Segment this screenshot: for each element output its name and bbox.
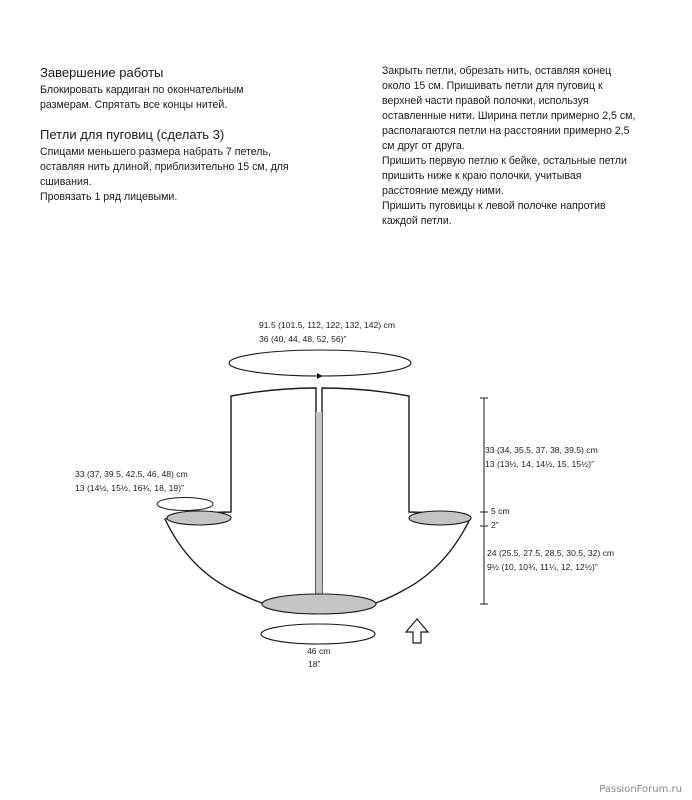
- finishing-line: размерам. Спрятать все концы нитей.: [40, 99, 228, 111]
- top-width-in: 36 (40, 44, 48, 52, 56)”: [259, 334, 347, 344]
- left-cuff: [167, 511, 231, 525]
- buttonhole-line: Провязать 1 ряд лицевыми.: [40, 191, 178, 203]
- finishing-heading: Завершение работы: [40, 65, 164, 80]
- right-front-outline: [322, 388, 470, 604]
- lower-length-in: 9½ (10, 10¾, 11¼, 12, 12½)”: [487, 562, 598, 572]
- center-back-strip: [316, 412, 322, 596]
- bottom-width-cm: 46 cm: [307, 646, 331, 656]
- sleeve-width-ellipse: [157, 498, 213, 511]
- instruction-line: около 15 см. Пришивать петли для пуговиц к: [382, 80, 603, 92]
- left-front-outline: [165, 388, 316, 604]
- lower-length-cm: 24 (25.5, 27.5, 28.5, 30.5, 32) cm: [487, 548, 615, 558]
- knitting-direction-arrow-icon: [406, 619, 428, 643]
- bottom-width-ellipse: [261, 624, 375, 644]
- instruction-line: Пришить первую петлю к бейке, остальные петли: [382, 155, 627, 167]
- right-cuff: [409, 511, 471, 525]
- instruction-line: Пришить пуговицы к левой полочке напротив: [382, 200, 606, 212]
- buttonhole-line: оставляя нить длиной, приблизительно 15 см, для: [40, 161, 289, 173]
- instruction-line: оставленные нити. Ширина петли примерно 2,5 см,: [382, 110, 636, 122]
- sleeve-width-cm: 33 (37, 39.5, 42.5, 46, 48) cm: [75, 469, 188, 479]
- bottom-width-in: 18”: [308, 659, 321, 669]
- sleeve-width-in: 13 (14½, 15½, 16¾, 18, 19)”: [75, 483, 184, 493]
- upper-length-in: 13 (13½, 14, 14½, 15, 15½)”: [485, 459, 594, 469]
- buttonhole-line: сшивания.: [40, 176, 92, 188]
- bottom-rib: [262, 594, 376, 614]
- cuff-length-in: 2”: [491, 520, 499, 530]
- top-width-ellipse: [229, 350, 411, 376]
- upper-length-cm: 33 (34, 35.5, 37, 38, 39.5) cm: [485, 445, 598, 455]
- instruction-line: располагаются петли на расстоянии примерно 2,5: [382, 125, 630, 137]
- instruction-line: каждой петли.: [382, 215, 452, 227]
- finishing-line: Блокировать кардиган по окончательным: [40, 84, 244, 96]
- instruction-line: Закрыть петли, обрезать нить, оставляя конец: [382, 65, 612, 77]
- instruction-line: пришить ниже к краю полочки, учитывая: [382, 170, 582, 182]
- cuff-length-cm: 5 cm: [491, 506, 510, 516]
- watermark: PassionForum.ru: [599, 784, 682, 795]
- buttonhole-line: Спицами меньшего размера набрать 7 петель,: [40, 146, 271, 158]
- instruction-line: верхней части правой полочки, используя: [382, 95, 589, 107]
- top-width-cm: 91.5 (101.5, 112, 122, 132, 142) cm: [259, 320, 396, 330]
- instruction-line: см друг от друга.: [382, 140, 465, 152]
- instruction-line: расстояние между ними.: [382, 185, 504, 197]
- buttonhole-heading: Петли для пуговиц (сделать 3): [40, 127, 225, 142]
